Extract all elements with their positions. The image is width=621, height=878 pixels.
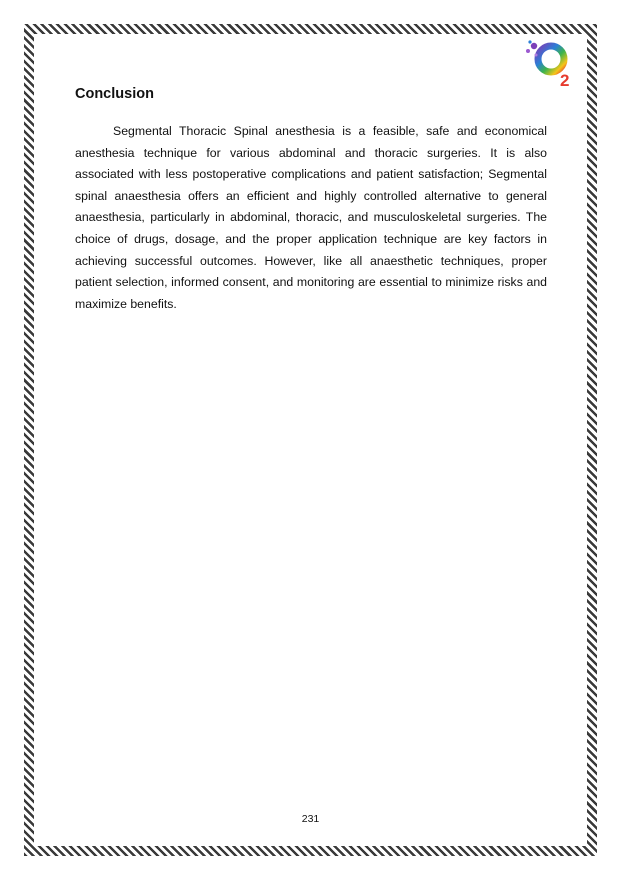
document-body [75, 84, 547, 315]
page-number: 231 [301, 813, 320, 825]
svg-text:2: 2 [560, 71, 570, 90]
conclusion-paragraph: Segmental Thoracic Spinal anesthesia is a feasible, safe and economical anesthesia technique for various abdominal and thoracic surgeries. It is also associated with less postoperative complications and patient satisfaction; Segmental spinal anaesthesia offers an efficient and highly controlled alternative to general anaesthesia, particularly in abdominal, thoracic, and musculoskeletal surgeries. The choice of drugs, dosage, and the proper application technique are key factors in achieving successful outcomes. However, like all anaesthetic techniques, proper patient selection, informed consent, and monitoring are essential to minimize risks and maximize benefits. [75, 124, 547, 311]
section-heading: Conclusion [75, 86, 154, 102]
o2-logo-icon [524, 38, 580, 90]
